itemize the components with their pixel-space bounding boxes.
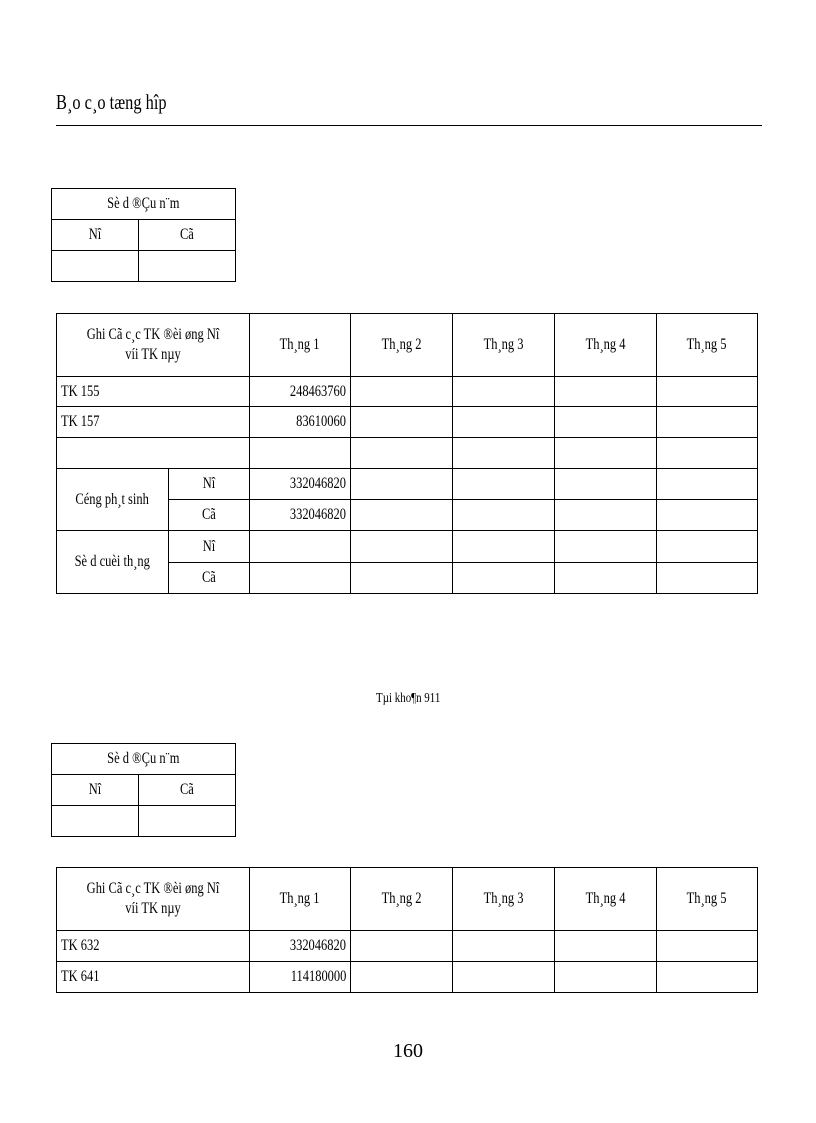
month-header: Th¸ng 4	[555, 868, 657, 931]
total-debit-row	[57, 469, 758, 500]
month-header: Th¸ng 3	[453, 314, 555, 377]
credit-label: Cã	[139, 220, 236, 251]
value-cell	[351, 931, 453, 962]
debit-label: Nî	[169, 531, 250, 563]
value-cell	[555, 377, 657, 407]
value-cell	[657, 531, 758, 563]
opening-balance-title: Sè d ®Çu n¨m	[52, 189, 236, 220]
value-cell: 248463760	[250, 377, 351, 407]
value-cell	[555, 563, 657, 594]
month-header: Th¸ng 5	[657, 314, 758, 377]
opening-balance-box-1	[51, 188, 236, 282]
value-cell	[453, 931, 555, 962]
value-cell	[657, 931, 758, 962]
value-cell	[250, 531, 351, 563]
month-header: Th¸ng 2	[351, 868, 453, 931]
value-cell	[555, 931, 657, 962]
value-cell	[453, 563, 555, 594]
ledger-table-2	[56, 867, 758, 993]
header-divider	[56, 125, 762, 126]
value-cell	[453, 377, 555, 407]
value-cell	[351, 377, 453, 407]
value-cell: 114180000	[250, 962, 351, 993]
value-cell	[555, 500, 657, 531]
month-header: Th¸ng 4	[555, 314, 657, 377]
month-header: Th¸ng 3	[453, 868, 555, 931]
value-cell	[657, 407, 758, 438]
section-title: Tµi kho¶n 911	[375, 691, 441, 706]
month-header: Th¸ng 1	[250, 868, 351, 931]
value-cell	[657, 469, 758, 500]
value-cell	[453, 500, 555, 531]
table-row	[57, 377, 758, 407]
empty-cell	[453, 438, 555, 469]
value-cell	[351, 469, 453, 500]
month-header: Th¸ng 5	[657, 868, 758, 931]
value-cell	[453, 962, 555, 993]
value-cell	[351, 407, 453, 438]
opening-balance-title: Sè d ®Çu n¨m	[52, 744, 236, 775]
table-row	[57, 931, 758, 962]
value-cell	[555, 407, 657, 438]
total-arising-label: Céng ph¸t sinh	[57, 469, 169, 531]
page-number: 160	[393, 1040, 423, 1062]
ending-balance-label: Sè d cuèi th¸ng	[57, 531, 169, 594]
value-cell: 332046820	[250, 500, 351, 531]
debit-value	[52, 806, 139, 837]
debit-label: Nî	[52, 775, 139, 806]
table-row	[57, 407, 758, 438]
account-label: TK 632	[57, 931, 250, 962]
value-cell	[555, 531, 657, 563]
value-cell	[453, 407, 555, 438]
ledger-table-1	[56, 313, 758, 594]
table-row-empty	[57, 438, 758, 469]
empty-cell	[250, 438, 351, 469]
empty-cell	[657, 438, 758, 469]
value-cell: 332046820	[250, 469, 351, 500]
value-cell	[250, 563, 351, 594]
value-cell	[453, 531, 555, 563]
month-header: Th¸ng 2	[351, 314, 453, 377]
empty-cell	[57, 438, 250, 469]
value-cell	[657, 377, 758, 407]
table-row	[57, 962, 758, 993]
credit-value	[139, 806, 236, 837]
credit-label: Cã	[169, 500, 250, 531]
value-cell	[351, 962, 453, 993]
debit-label: Nî	[169, 469, 250, 500]
ending-debit-row	[57, 531, 758, 563]
value-cell: 332046820	[250, 931, 351, 962]
debit-value	[52, 251, 139, 282]
month-header: Th¸ng 1	[250, 314, 351, 377]
value-cell	[657, 962, 758, 993]
value-cell	[657, 500, 758, 531]
value-cell	[555, 469, 657, 500]
value-cell	[555, 962, 657, 993]
credit-label: Cã	[139, 775, 236, 806]
value-cell	[453, 469, 555, 500]
header-counter-accounts: Ghi Cã c¸c TK ®èi øng Nî víi TK nµy	[57, 868, 250, 931]
value-cell	[351, 563, 453, 594]
value-cell	[351, 531, 453, 563]
header-counter-accounts: Ghi Cã c¸c TK ®èi øng Nî víi TK nµy	[57, 314, 250, 377]
credit-label: Cã	[169, 563, 250, 594]
empty-cell	[351, 438, 453, 469]
opening-balance-box-2	[51, 743, 236, 837]
account-label: TK 157	[57, 407, 250, 438]
account-label: TK 155	[57, 377, 250, 407]
value-cell: 83610060	[250, 407, 351, 438]
debit-label: Nî	[52, 220, 139, 251]
account-label: TK 641	[57, 962, 250, 993]
report-title: B¸o c¸o tæng hîp	[56, 90, 167, 114]
credit-value	[139, 251, 236, 282]
value-cell	[657, 563, 758, 594]
empty-cell	[555, 438, 657, 469]
value-cell	[351, 500, 453, 531]
